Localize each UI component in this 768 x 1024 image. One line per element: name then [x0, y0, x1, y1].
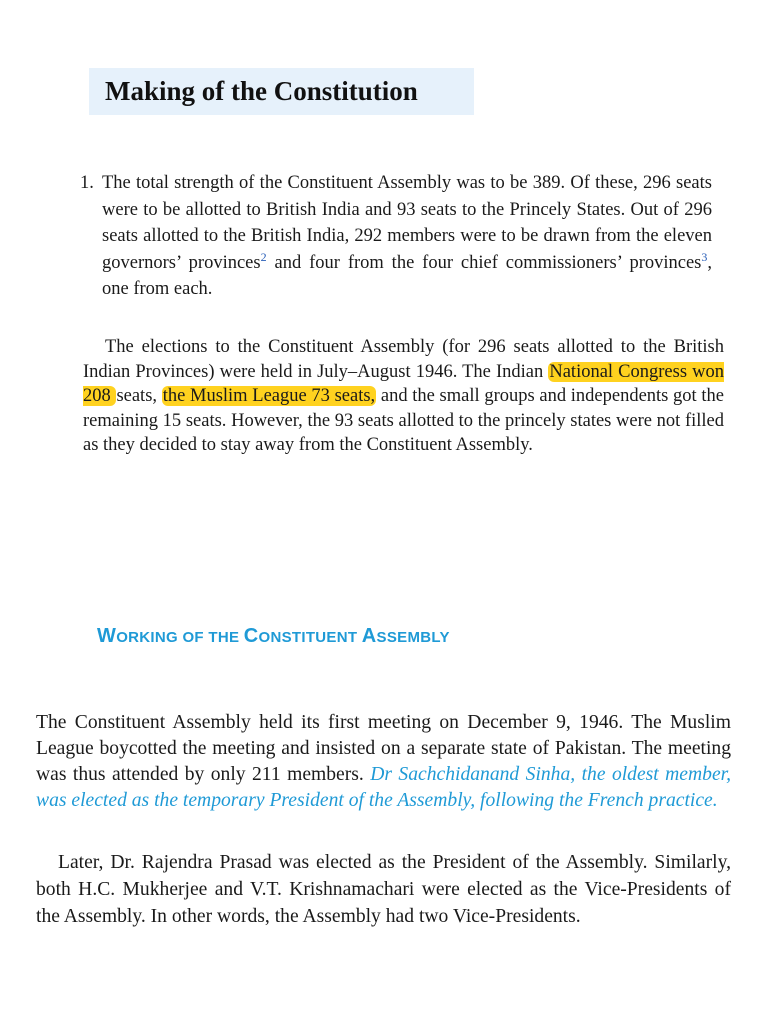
heading-part-a: SSEMBLY	[376, 629, 450, 646]
point-text	[102, 170, 712, 303]
point-text-c: , one from each.	[102, 252, 712, 299]
point-text-a: The total strength of the Constituent Assembly was to be 389. Of these, 296 seats were to be allotted to British India and 93 seats to the Princely States. Out of 296 seats allotted to the British India, 292 members were to be drawn from the eleven governors’ provinces	[102, 173, 712, 273]
heading-cap-c: C	[243, 625, 259, 647]
elections-text-a: The elections to the Constituent Assembly (for 296 seats allotted to the British Indian Provinces) were held in July–August 1946. The Indian	[83, 337, 724, 382]
highlight-muslim-league: the Muslim League 73 seats,	[162, 386, 376, 407]
highlight-congress: National Congress won 208	[83, 361, 724, 407]
working-italic-text: Dr Sachchidanand Sinha, the oldest member, was elected as the temporary President of the Assembly, following the French practice.	[36, 764, 732, 811]
working-paragraph	[36, 710, 731, 814]
elections-text-c: and the small groups and independents got the remaining 15 seats. However, the 93 seats allotted to the princely states were not filled as they decided to stay away from the Constituent Assembly.	[83, 386, 724, 456]
numbered-point-1	[80, 170, 712, 303]
elections-paragraph	[83, 335, 724, 458]
point-text-b: and four from the four chief commissioners’ provinces	[266, 252, 702, 273]
heading-part-w: ORKING OF THE	[116, 629, 244, 646]
footnote-ref-2[interactable]: 2	[260, 249, 267, 264]
page-title: Making of the Constitution	[105, 76, 418, 106]
section-heading	[97, 625, 450, 648]
later-paragraph: Later, Dr. Rajendra Prasad was elected as the President of the Assembly. Similarly, both H.C. Mukherjee and V.T. Krishnamachari were elected as the Vice-Presidents of the Assembly. In other words, the Assembly had two Vice-Presidents.	[36, 852, 731, 927]
heading-cap-w: W	[97, 625, 117, 647]
title-banner	[89, 68, 474, 115]
point-number: 1.	[80, 173, 94, 193]
elections-text-b: seats,	[116, 386, 162, 407]
heading-part-c: ONSTITUENT	[258, 629, 362, 646]
heading-cap-a: A	[361, 625, 377, 647]
working-text: The Constituent Assembly held its first meeting on December 9, 1946. The Muslim League boycotted the meeting and insisted on a separate state of Pakistan. The meeting was thus attended by only 211 members.	[36, 712, 731, 785]
footnote-ref-3[interactable]: 3	[701, 249, 708, 264]
